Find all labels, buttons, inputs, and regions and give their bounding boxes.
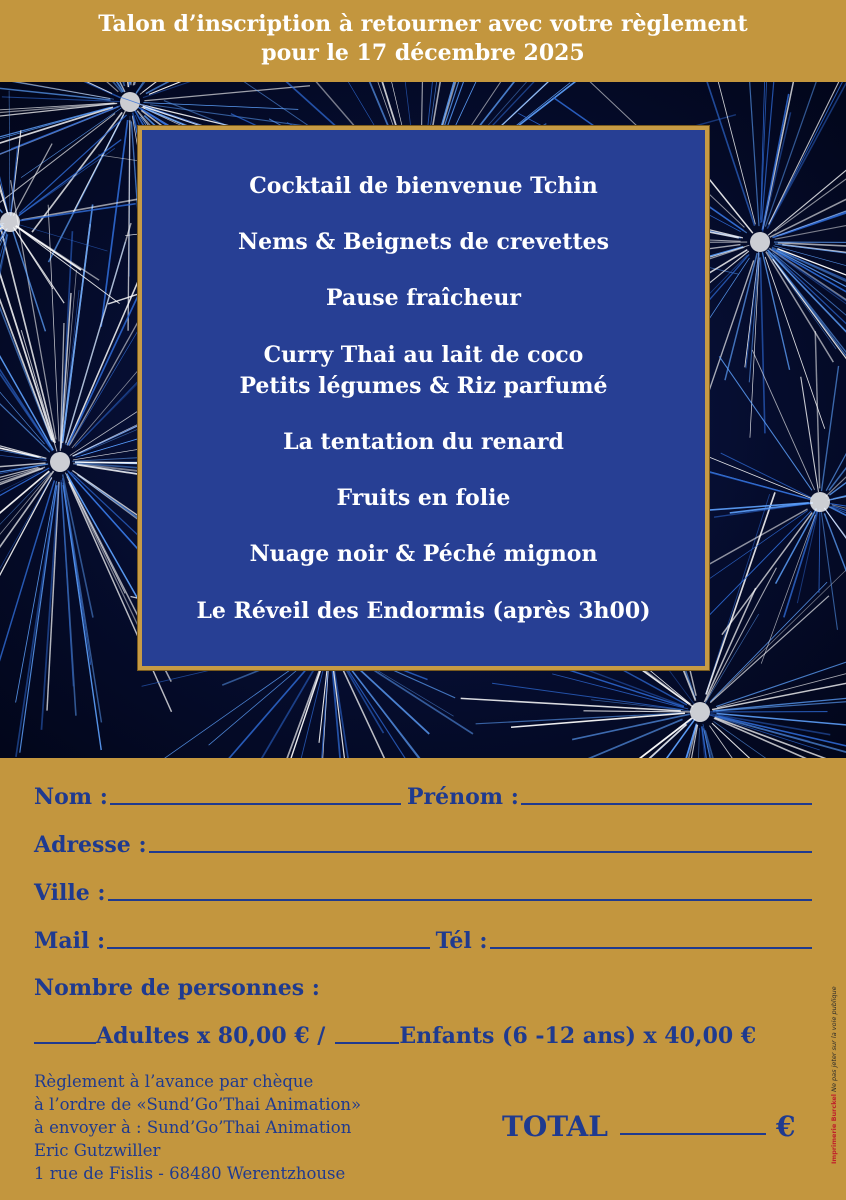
firework-spark [0,324,52,451]
firework-spark [20,204,136,221]
firework-spark [713,697,846,711]
registration-form [0,758,846,1200]
menu-item-line: La tentation du renard [283,429,564,455]
firework-spark [780,158,846,235]
mail-field[interactable] [107,946,429,949]
firework-core [0,212,20,232]
header-line-2: pour le 17 décembre 2025 [261,40,585,66]
menu-item [142,283,705,314]
prenom-field[interactable] [521,802,812,805]
firework-spark [699,469,810,499]
menu-item [142,340,705,402]
prenom-label: Prénom : [407,784,519,810]
mail-label: Mail : [34,928,106,954]
printer-note: Ne pas jeter sur la voie publique [830,986,838,1092]
firework-spark [21,330,57,451]
menu-item-line: Fruits en folie [336,485,511,511]
adresse-field[interactable] [149,850,812,853]
firework-spark [19,115,126,213]
firework-spark [136,82,202,94]
menu-item [142,539,705,570]
firework-spark [13,231,46,332]
contact-row [34,924,812,954]
menu-box [138,126,709,670]
firework-spark [706,492,775,694]
printer-brand: Imprimerie Burckel [830,1094,838,1164]
menu-item-line: Pause fraîcheur [326,285,521,311]
ville-label: Ville : [34,880,106,906]
menu-item-line: Curry Thai au lait de coco [263,342,584,368]
payment-line: à envoyer à : Sund’Go’Thai Animation [34,1118,352,1137]
ville-field[interactable] [108,898,812,901]
menu-item [142,427,705,458]
firework-core [50,452,70,472]
firework-spark [829,415,846,495]
firework-spark [0,416,46,458]
header-banner [0,0,846,82]
firework-spark [801,377,819,492]
total-field[interactable] [620,1133,766,1135]
menu-item [142,596,705,627]
firework-spark [705,614,759,704]
firework-core [690,702,710,722]
firework-spark [0,82,112,94]
menu-item [142,227,705,258]
menu-item-line: Nuage noir & Péché mignon [249,541,598,567]
firework-spark [131,82,142,85]
firework-spark [821,512,837,630]
name-row [34,780,812,810]
firework-spark [0,237,45,444]
firework-spark [0,472,50,590]
firework-spark [774,242,846,243]
firework-spark [712,682,846,709]
firework-spark [815,331,819,488]
firework-spark [710,457,811,498]
total-currency: € [775,1110,796,1143]
firework-spark [752,350,814,490]
firework-spark [819,509,820,593]
firework-spark [552,674,688,709]
firework-spark [481,719,682,758]
firework-spark [9,91,10,212]
firework-spark [0,223,55,443]
firework-spark [67,476,146,643]
firework-spark [11,106,120,149]
firework-spark [719,356,812,490]
menu-item-line: Nems & Beignets de crevettes [238,229,609,255]
firework-spark [670,725,697,758]
prices-row [34,1023,814,1049]
firework-spark [709,511,811,615]
firework-core [750,232,770,252]
enfants-count-field[interactable] [335,1041,399,1044]
menu-item [142,171,705,202]
firework-spark [130,82,131,84]
total-row [502,1110,795,1143]
printer-credit [828,978,842,1166]
firework-spark [710,715,820,750]
firework-spark [143,103,298,110]
firework-spark [747,82,759,226]
firework-spark [833,462,846,499]
firework-spark [0,399,39,457]
menu-item-line: Cocktail de bienvenue Tchin [249,173,598,199]
adresse-label: Adresse : [34,832,147,858]
total-label: TOTAL [502,1110,608,1143]
menu-item-line: Le Réveil des Endormis (après 3h00) [196,598,651,624]
firework-core [810,492,830,512]
firework-spark [340,655,453,758]
tel-field[interactable] [490,946,812,949]
firework-spark [767,82,846,229]
payment-line: 1 rue de Fislis - 68480 Werentzhouse [34,1164,346,1183]
firework-spark [765,82,827,227]
firework-spark [136,82,206,93]
payment-line: Eric Gutzwiller [34,1141,161,1160]
nom-label: Nom : [34,784,108,810]
city-row [34,876,812,906]
firework-spark [770,182,846,237]
adultes-label: Adultes x 80,00 € / [96,1023,326,1049]
payment-line: Règlement à l’avance par chèque [34,1072,314,1091]
payment-line: à l’ordre de «Sund’Go’Thai Animation» [34,1095,362,1114]
firework-spark [64,82,124,92]
firework-spark [760,257,765,433]
firework-spark [41,483,58,729]
firework-spark [11,147,18,216]
firework-spark [824,508,846,580]
firework-spark [276,655,326,758]
adultes-count-field[interactable] [34,1041,96,1044]
firework-spark [721,453,812,498]
enfants-label: Enfants (6 -12 ans) x 40,00 € [399,1023,757,1049]
firework-spark [710,582,827,701]
menu-item [142,483,705,514]
firework-spark [706,568,776,701]
firework-spark [144,86,310,101]
firework-spark [832,508,846,581]
firework-spark [762,252,789,370]
tel-label: Tél : [435,928,488,954]
firework-spark [16,486,57,757]
address-row [34,828,812,858]
header-line-1: Talon d’inscription à retourner avec votre règlement [98,11,748,37]
firework-spark [784,511,817,617]
printer-credit-text [830,978,838,1164]
firework-spark [768,158,846,235]
firework-core [120,92,140,112]
menu-item-line: Petits légumes & Riz parfumé [239,373,608,399]
payment-instructions [34,1070,361,1185]
nom-field[interactable] [110,802,401,805]
firework-spark [149,82,367,94]
persons-label: Nombre de personnes : [34,975,320,1001]
firework-spark [706,494,770,694]
